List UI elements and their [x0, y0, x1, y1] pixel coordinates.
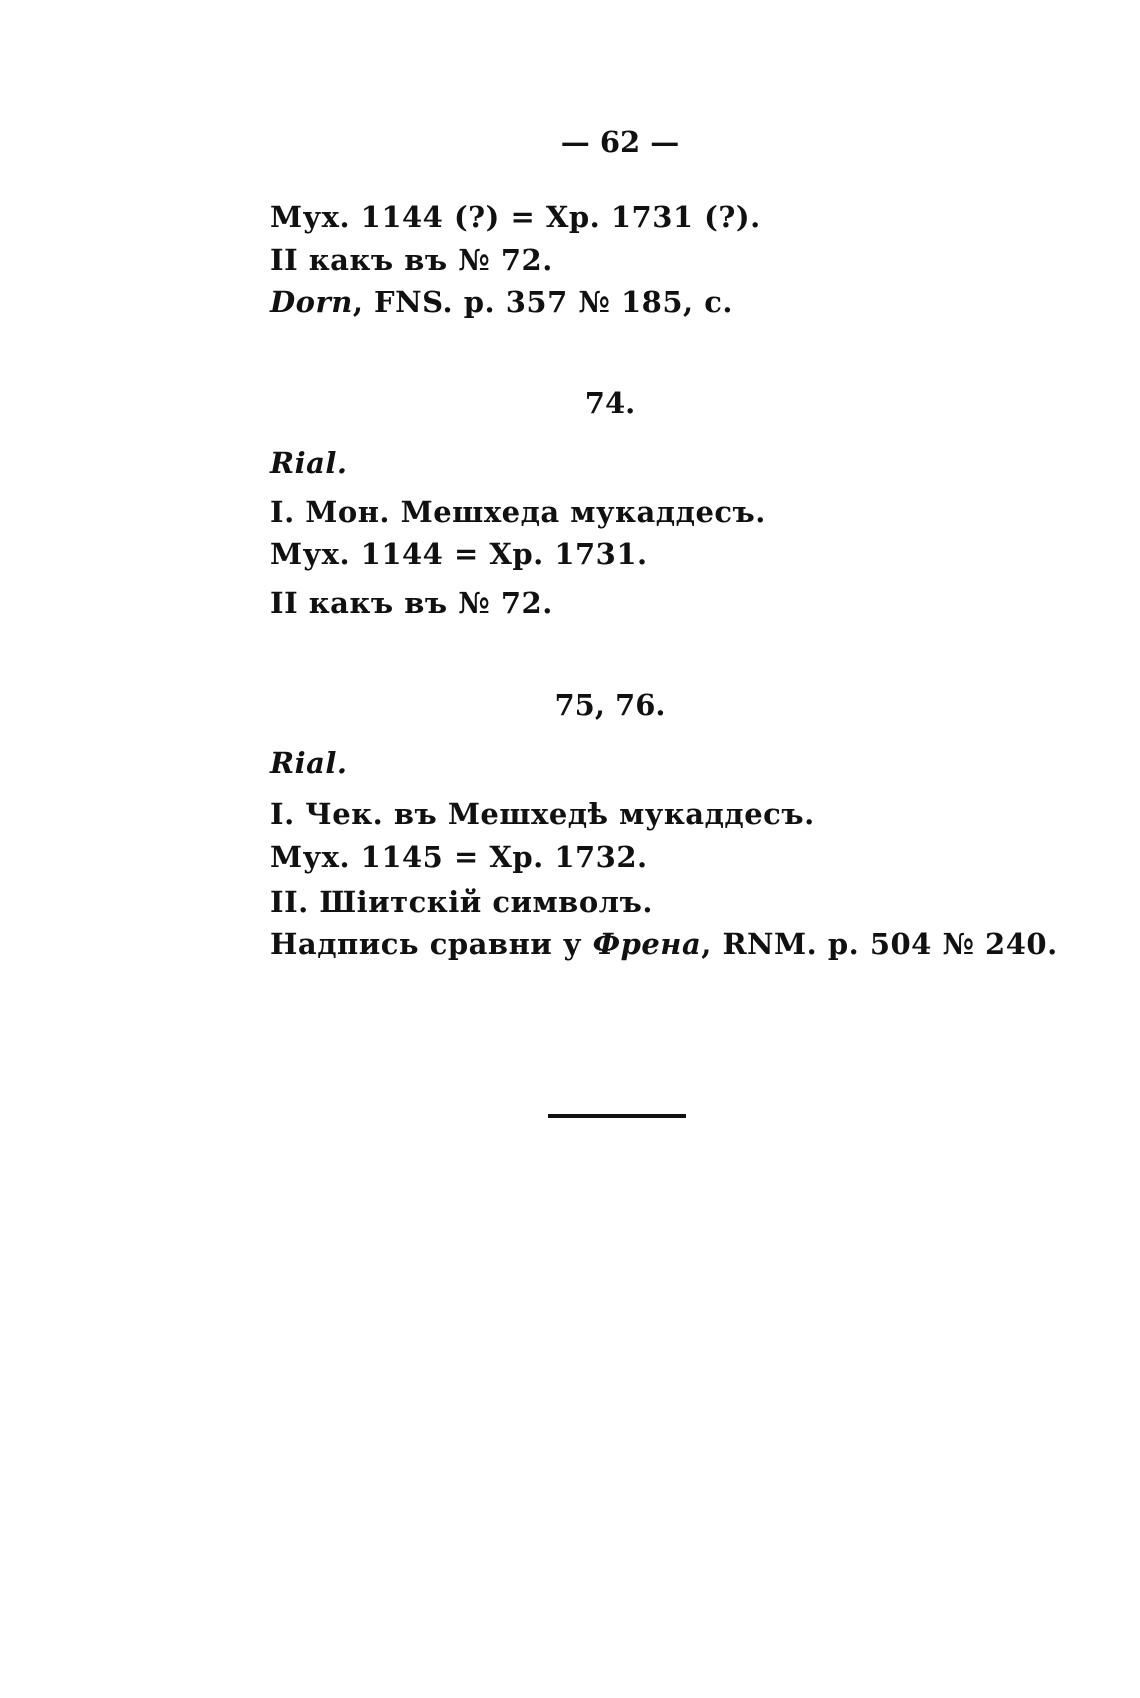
- entry-75-76-line-4: [270, 927, 1058, 961]
- entry-75-76-denomination: Rial.: [270, 746, 348, 780]
- entry-74-denomination: Rial.: [270, 446, 348, 480]
- entry-73-reference: [270, 285, 733, 319]
- comparison-text: Надпись сравни у: [270, 927, 593, 961]
- entry-73-line-2: II какъ въ № 72.: [270, 243, 553, 277]
- entry-75-76-line-2: Мух. 1145 = Хр. 1732.: [270, 840, 648, 874]
- entry-74-line-2: Мух. 1144 = Хр. 1731.: [270, 537, 648, 571]
- entry-74-line-3: II какъ въ № 72.: [270, 586, 553, 620]
- comparison-reference: , RNM. p. 504 № 240.: [701, 927, 1058, 961]
- entry-75-76-number: 75, 76.: [554, 688, 666, 722]
- reference-author: Dorn: [270, 285, 353, 319]
- section-end-rule: [548, 1114, 686, 1118]
- reference-detail: , FNS. p. 357 № 185, c.: [352, 285, 733, 319]
- entry-74-number: 74.: [584, 386, 636, 420]
- page-number: — 62 —: [560, 125, 680, 159]
- entry-75-76-line-1: I. Чек. въ Мешхедѣ мукаддесъ.: [270, 797, 815, 831]
- entry-73-line-1: Мух. 1144 (?) = Хр. 1731 (?).: [270, 200, 761, 234]
- comparison-author: Френа: [592, 927, 702, 961]
- entry-75-76-line-3: II. Шіитскій символъ.: [270, 885, 653, 919]
- entry-74-line-1: I. Мон. Мешхеда мукаддесъ.: [270, 495, 766, 529]
